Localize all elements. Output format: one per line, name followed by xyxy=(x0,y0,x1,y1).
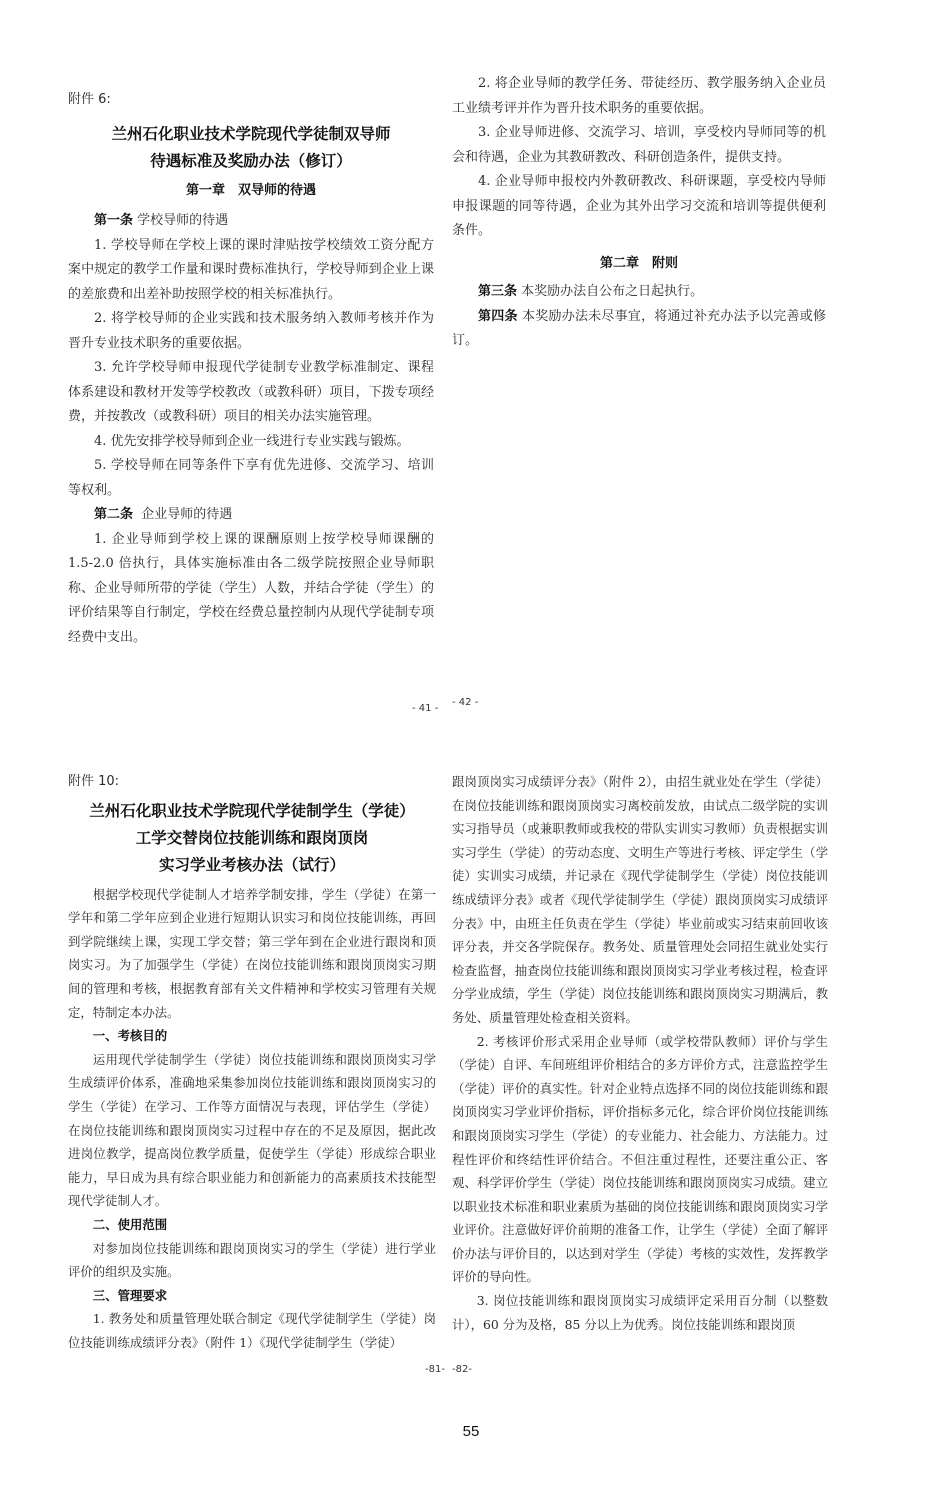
article-label: 第一条 xyxy=(94,213,134,228)
page-number-82: -82- xyxy=(452,1364,472,1375)
article-4 xyxy=(452,305,826,354)
paragraph: 1. 教务处和质量管理处联合制定《现代学徒制学生（学徒）岗位技能训练成绩评分表》（附件 1）《现代学徒制学生（学徒） xyxy=(68,1311,436,1350)
attachment-label: 附件 6: xyxy=(68,92,111,107)
paragraph: 2. 考核评价形式采用企业导师（或学校带队教师）评价与学生（学徒）自评、车间班组评价相结合的多方评价方式，注意监控学生（学徒）评价的真实性。针对企业特点选择不同的岗位技能训练和跟岗顶岗实习学业评价指标，评价指标多元化，综合评价岗位技能训练和跟岗顶岗实习学生（学徒）的专业能力、社会能力、方法能力。过程性评价和终结性评价结合。不但注重过程性，还要注重公正、客观、科学评价学生（学徒）岗位技能训练和跟岗顶岗实习成绩。建立以职业技术标准和职业素质为基础的岗位技能训练和跟岗顶岗实习学业评价。注意做好评价前期的准备工作，让学生（学徒）全面了解评价办法与评价目的，以达到对学生（学徒）考核的实效性，发挥教学评价的导向性。 xyxy=(452,1033,828,1285)
document-title-line2: 工学交替岗位技能训练和跟岗顶岗 xyxy=(135,828,369,847)
section-heading: 三、管理要求 xyxy=(92,1287,168,1303)
section-heading: 一、考核目的 xyxy=(92,1028,168,1044)
paragraph: 1. 学校导师在学校上课的课时津贴按学校绩效工资分配方案中规定的教学工作量和课时费标准执行，学校导师到企业上课的差旅费和出差补助按照学校的相关标准执行。 xyxy=(68,237,434,302)
paragraph: 1. 企业导师到学校上课的课酬原则上按学校导师课酬的 1.5-2.0 倍执行，具体实施标准由各二级学院按照企业导师职称、企业导师所带的学徒（学生）人数，并结合学徒（学生）的评价结果等自行制定，学校在经费总量控制内从现代学徒制专项经费中支出。 xyxy=(68,531,434,645)
paragraph: 2. 将企业导师的教学任务、带徒经历、教学服务纳入企业员工业绩考评并作为晋升技术职务的重要依据。 xyxy=(452,76,826,116)
top-right-page xyxy=(452,72,826,354)
bottom-left-page xyxy=(68,770,436,1354)
article-3 xyxy=(452,280,826,305)
section-heading: 二、使用范围 xyxy=(92,1216,168,1232)
document-title-line2: 待遇标准及奖励办法（修订） xyxy=(150,151,352,170)
paragraph: 3. 允许学校导师申报现代学徒制专业教学标准制定、课程体系建设和教材开发等学校教改（或教科研）项目，下拨专项经费，并按教改（或教科研）项目的相关办法实施管理。 xyxy=(68,360,434,424)
page-number: 55 xyxy=(462,1423,480,1440)
chapter-heading: 第二章 附则 xyxy=(599,255,678,271)
page-number-41: - 41 - xyxy=(412,703,439,714)
article-text: 企业导师的待遇 xyxy=(141,507,233,522)
top-left-page xyxy=(68,88,434,650)
page-number-81: -81- xyxy=(425,1364,445,1375)
paragraph: 跟岗顶岗实习成绩评分表》（附件 2），由招生就业处在学生（学徒）在岗位技能训练和跟岗顶岗实习离校前发放，由试点二级学院的实训实习指导员（或兼职教师或我校的带队实训实习教师）负责根据实训实习学生（学徒）的劳动态度、文明生产等进行考核、评定学生（学徒）实训实习成绩，并记录在《现代学徒制学生（学徒）岗位技能训练成绩评分表》或者《现代学徒制学生（学徒）跟岗顶岗实习成绩评分表》中，由班主任负责在学生（学徒）毕业前或实习结束前回收该评分表，并交各学院保存。教务处、质量管理处会同招生就业处实行检查监督，抽查岗位技能训练和跟岗顶岗实习学业考核过程，检查评分学业成绩，学生（学徒）岗位技能训练和跟岗顶岗实习期满后，教务处、质量管理处检查相关资料。 xyxy=(452,774,828,1025)
article-1 xyxy=(68,209,434,234)
intro-paragraph: 根据学校现代学徒制人才培养学制安排，学生（学徒）在第一学年和第二学年应到企业进行短期认识实习和岗位技能训练，再回到学院继续上课，实现工学交替；第三学年到在企业进行跟岗和顶岗实习。为了加强学生（学徒）在岗位技能训练和跟岗顶岗实习期间的管理和考核，根据教育部有关文件精神和学校实习管理有关规定，特制定本办法。 xyxy=(68,886,436,1020)
paragraph: 3. 企业导师进修、交流学习、培训，享受校内导师同等的机会和待遇，企业为其教研教改、科研创造条件，提供支持。 xyxy=(452,125,826,165)
article-text: 学校导师的待遇 xyxy=(137,213,229,228)
paragraph: 对参加岗位技能训练和跟岗顶岗实习的学生（学徒）进行学业评价的组织及实施。 xyxy=(68,1240,436,1280)
article-label: 第二条 xyxy=(94,507,134,522)
paragraph: 运用现代学徒制学生（学徒）岗位技能训练和跟岗顶岗实习学生成绩评价体系，准确地采集参加岗位技能训练和跟岗顶岗实习的学生（学徒）在学习、工作等方面情况与表现，评估学生（学徒）在岗位技能训练和跟岗顶岗实习过程中存在的不足及原因，据此改进岗位教学，提高岗位教学质量，促使学生（学徒）形成综合职业能力，早日成为具有综合职业能力和创新能力的高素质技术技能型现代学徒制人才。 xyxy=(68,1051,436,1209)
article-label: 第四条 xyxy=(478,308,518,324)
document-title-line3: 实习学业考核办法（试行） xyxy=(158,855,345,874)
page-number-42: - 42 - xyxy=(452,697,479,708)
article-text: 本奖励办法未尽事宜，将通过补充办法予以完善或修订。 xyxy=(452,308,826,348)
paragraph: 4. 企业导师申报校内外教研教改、科研课题，享受校内导师申报课题的同等待遇，企业为其外出学习交流和培训等提供便利条件。 xyxy=(452,174,826,238)
article-text: 本奖励办法自公布之日起执行。 xyxy=(521,284,704,299)
article-label: 第三条 xyxy=(478,284,518,299)
paragraph: 2. 将学校导师的企业实践和技术服务纳入教师考核并作为晋升专业技术职务的重要依据。 xyxy=(68,311,434,351)
document-title-line1: 兰州石化职业技术学院现代学徒制学生（学徒） xyxy=(89,801,415,820)
bottom-right-page xyxy=(452,770,828,1336)
paragraph: 4. 优先安排学校导师到企业一线进行专业实践与锻炼。 xyxy=(94,433,410,449)
document-title-line1: 兰州石化职业技术学院现代学徒制双导师 xyxy=(111,124,391,143)
article-2 xyxy=(68,503,434,528)
attachment-label: 附件 10: xyxy=(68,774,120,789)
paragraph: 5. 学校导师在同等条件下享有优先进修、交流学习、培训等权利。 xyxy=(68,458,434,498)
chapter-heading: 第一章 双导师的待遇 xyxy=(185,182,316,198)
paragraph: 3. 岗位技能训练和跟岗顶岗实习成绩评定采用百分制（以整数计），60 分为及格，85 分以上为优秀。岗位技能训练和跟岗顶 xyxy=(452,1293,828,1332)
